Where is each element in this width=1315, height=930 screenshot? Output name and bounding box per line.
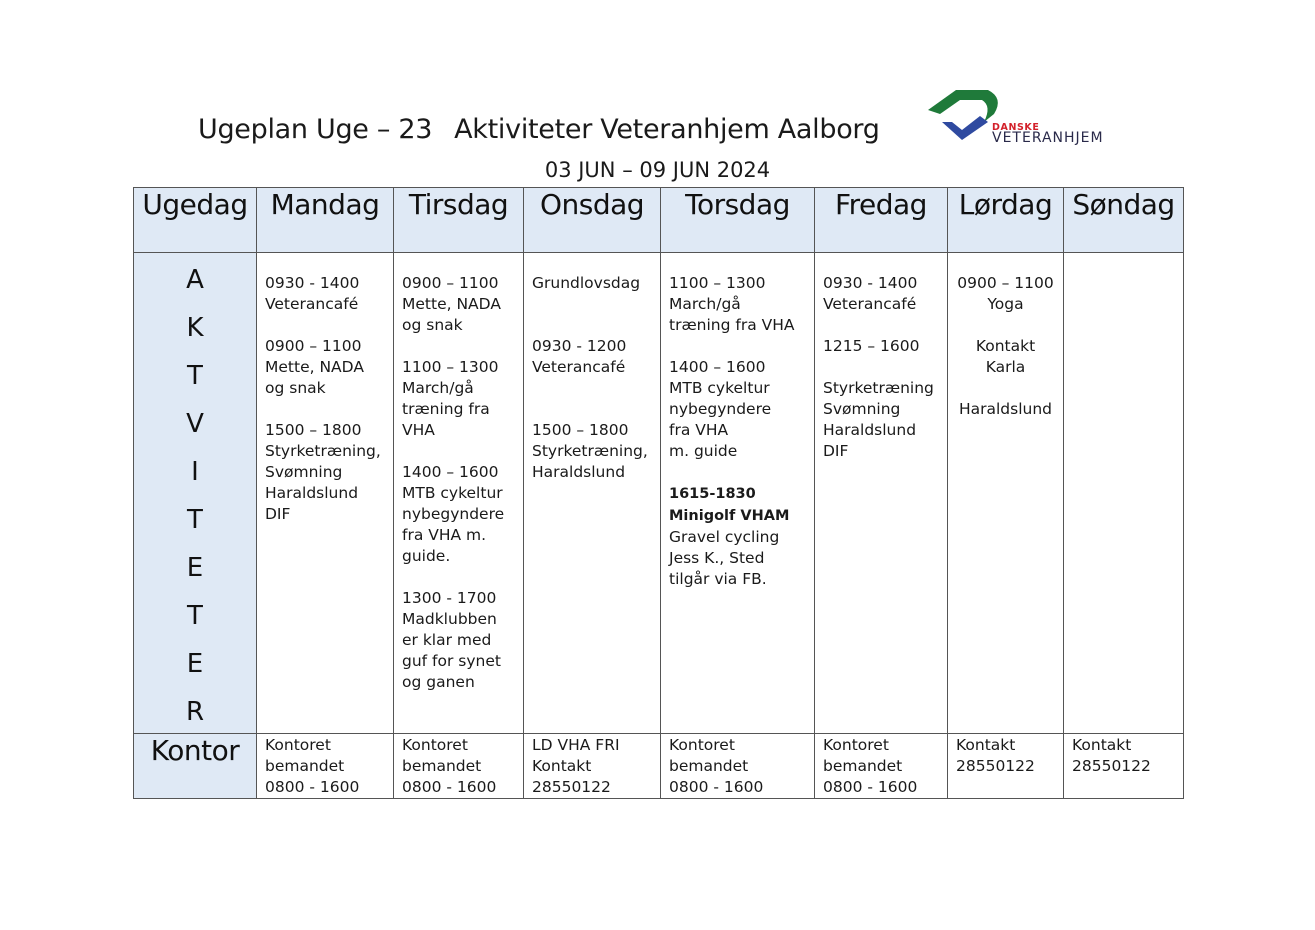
office-text-fri: Kontoret bemandet 0800 - 1600 [823,736,918,796]
activities-letter: T [187,601,203,631]
title-activities: Aktiviteter Veteranhjem Aalborg [454,114,880,145]
activity-text-sun [1064,253,1183,273]
activities-letter: I [191,457,199,487]
activities-label [134,253,257,734]
office-text-tue: Kontoret bemandet 0800 - 1600 [402,736,497,796]
day-header-sat: Lørdag [948,188,1064,253]
activity-text-tue: 0900 – 1100 Mette, NADA og snak 1100 – 1300 March/gå træning fra VHA 1400 – 1600 MTB cykeltur nybegyndere fra VHA m. guide. 1300 - 1700 Madklubben er klar med guf for synet og ganen [402,274,505,691]
office-cell-wed [524,734,661,799]
title-week: Ugeplan Uge – 23 [198,114,433,145]
activities-letter: E [186,553,204,583]
office-cell-thu [661,734,815,799]
date-range: 03 JUN – 09 JUN 2024 [544,158,771,182]
activity-cell-fri [815,253,948,734]
office-cell-fri [815,734,948,799]
activities-letter: R [185,697,205,727]
logo-text-veteranhjem: VETERANHJEM [992,130,1104,146]
activity-text-mon: 0930 - 1400 Veterancafé 0900 – 1100 Mette, NADA og snak 1500 – 1800 Styrketræning, Svømning Haraldslund DIF [265,274,381,523]
activities-letter: V [186,409,204,439]
activities-letter: T [187,361,203,391]
activities-letter: E [186,649,204,679]
activity-cell-wed [524,253,661,734]
week-plan-table [133,187,1184,799]
office-cell-sat [948,734,1064,799]
logo-text-danske: DANSKE [992,122,1040,133]
activity-text-thu-c: Gravel cycling Jess K., Sted tilgår via FB. [669,528,780,588]
activity-text-thu-a: 1100 – 1300 March/gå træning fra VHA 1400 – 1600 MTB cykeltur nybegyndere fra VHA m. guide [669,274,795,460]
office-cell-sun [1064,734,1184,799]
activity-cell-thu [661,253,815,734]
activities-letter: A [186,265,204,295]
day-header-sun: Søndag [1064,188,1184,253]
day-header-thu: Torsdag [661,188,815,253]
day-header-fri: Fredag [815,188,948,253]
office-text-sun: Kontakt 28550122 [1072,736,1151,775]
office-cell-mon [257,734,394,799]
corner-header: Ugedag [134,188,257,253]
minigolf-highlight: 1615-1830 Minigolf VHAM [669,486,790,524]
day-header-mon: Mandag [257,188,394,253]
office-text-mon: Kontoret bemandet 0800 - 1600 [265,736,360,796]
activity-cell-sat [948,253,1064,734]
activity-cell-mon [257,253,394,734]
office-text-sat: Kontakt 28550122 [956,736,1035,775]
day-header-tue: Tirsdag [394,188,524,253]
office-cell-tue [394,734,524,799]
office-text-thu: Kontoret bemandet 0800 - 1600 [669,736,764,796]
activity-text-thu [661,253,814,590]
activities-letter: K [186,313,204,343]
office-label: Kontor [134,734,257,799]
activity-text-fri: 0930 - 1400 Veterancafé 1215 – 1600 Styrketræning Svømning Haraldslund DIF [823,274,934,460]
activities-row [134,253,1184,734]
page-title [198,114,880,145]
activity-text-wed: Grundlovsdag 0930 - 1200 Veterancafé 1500 – 1800 Styrketræning, Haraldslund [532,274,648,481]
day-header-wed: Onsdag [524,188,661,253]
office-text-wed: LD VHA FRI Kontakt 28550122 [532,736,620,796]
activity-text-sat: 0900 – 1100 Yoga Kontakt Karla Haraldslund [957,274,1054,418]
logo [926,88,1126,148]
activity-cell-tue [394,253,524,734]
office-row [134,734,1184,799]
activities-letter: T [187,505,203,535]
header-row [134,188,1184,253]
activity-cell-sun [1064,253,1184,734]
